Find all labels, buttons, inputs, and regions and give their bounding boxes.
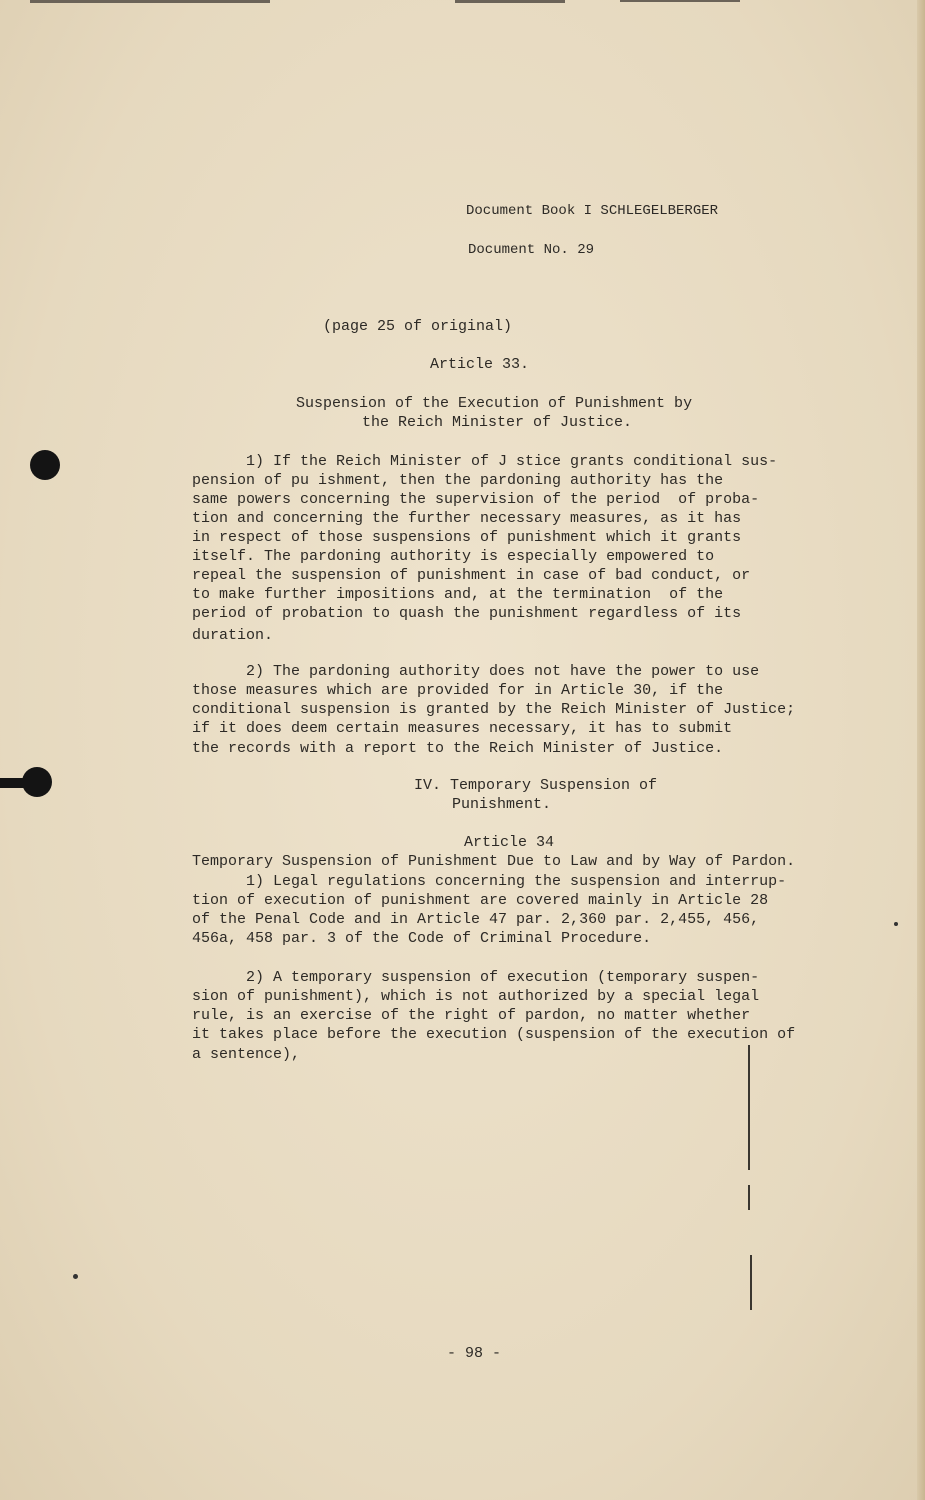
margin-line [748, 1045, 750, 1170]
article-33-title: Suspension of the Execution of Punishment by [296, 395, 693, 412]
page-number: - 98 - [447, 1345, 502, 1362]
punch-hole-tab [0, 778, 30, 788]
paragraph-line: a sentence), [192, 1046, 301, 1063]
paragraph-line: itself. The pardoning authority is especially empowered to [192, 548, 715, 565]
paragraph-line: repeal the suspension of punishment in case of bad conduct, or [192, 567, 751, 584]
document-book-line: Document Book I SCHLEGELBERGER [466, 203, 719, 219]
article-34-title: Temporary Suspension of Punishment Due to Law and by Way of Pardon. [192, 853, 796, 870]
paragraph-line: rule, is an exercise of the right of pardon, no matter whether [192, 1007, 751, 1024]
margin-line [748, 1185, 750, 1210]
paragraph-line: 2) A temporary suspension of execution (temporary suspen- [192, 969, 760, 986]
article-33-title: the Reich Minister of Justice. [362, 414, 633, 431]
paragraph-line: same powers concerning the supervision of the period of proba- [192, 491, 760, 508]
margin-line [750, 1255, 752, 1310]
paragraph-line: 1) If the Reich Minister of J stice grants conditional sus- [192, 453, 778, 470]
paragraph-line: of the Penal Code and in Article 47 par. 2,360 par. 2,455, 456, [192, 911, 760, 928]
paragraph-line: to make further impositions and, at the termination of the [192, 586, 724, 603]
ink-speck [894, 922, 898, 926]
paragraph-line: pension of pu ishment, then the pardoning authority has the [192, 472, 724, 489]
top-edge-mark [455, 0, 565, 3]
punch-hole [30, 450, 60, 480]
paragraph-line: conditional suspension is granted by the Reich Minister of Justice; [192, 701, 796, 718]
article-34-heading: Article 34 [464, 834, 555, 851]
paragraph-line: if it does deem certain measures necessary, it has to submit [192, 720, 733, 737]
top-edge-mark [30, 0, 270, 3]
paragraph-line: the records with a report to the Reich Minister of Justice. [192, 740, 724, 757]
paragraph-line: it takes place before the execution (suspension of the execution of [192, 1026, 796, 1043]
paragraph-line: duration. [192, 627, 274, 644]
section-iv-title: IV. Temporary Suspension of [414, 777, 658, 794]
page-reference: (page 25 of original) [323, 318, 513, 335]
section-iv-title: Punishment. [452, 796, 552, 813]
page-edge [917, 0, 925, 1500]
ink-speck [73, 1274, 78, 1279]
paragraph-line: 1) Legal regulations concerning the suspension and interrup- [192, 873, 787, 890]
paragraph-line: period of probation to quash the punishment regardless of its [192, 605, 742, 622]
paragraph-line: 456a, 458 par. 3 of the Code of Criminal Procedure. [192, 930, 652, 947]
paragraph-line: those measures which are provided for in Article 30, if the [192, 682, 724, 699]
paragraph-line: tion and concerning the further necessary measures, as it has [192, 510, 742, 527]
document-number: Document No. 29 [468, 242, 595, 258]
paragraph-line: sion of punishment), which is not authorized by a special legal [192, 988, 760, 1005]
paragraph-line: in respect of those suspensions of punishment which it grants [192, 529, 742, 546]
paragraph-line: tion of execution of punishment are covered mainly in Article 28 [192, 892, 769, 909]
top-edge-mark [620, 0, 740, 2]
paragraph-line: 2) The pardoning authority does not have the power to use [192, 663, 760, 680]
article-33-heading: Article 33. [430, 356, 530, 373]
